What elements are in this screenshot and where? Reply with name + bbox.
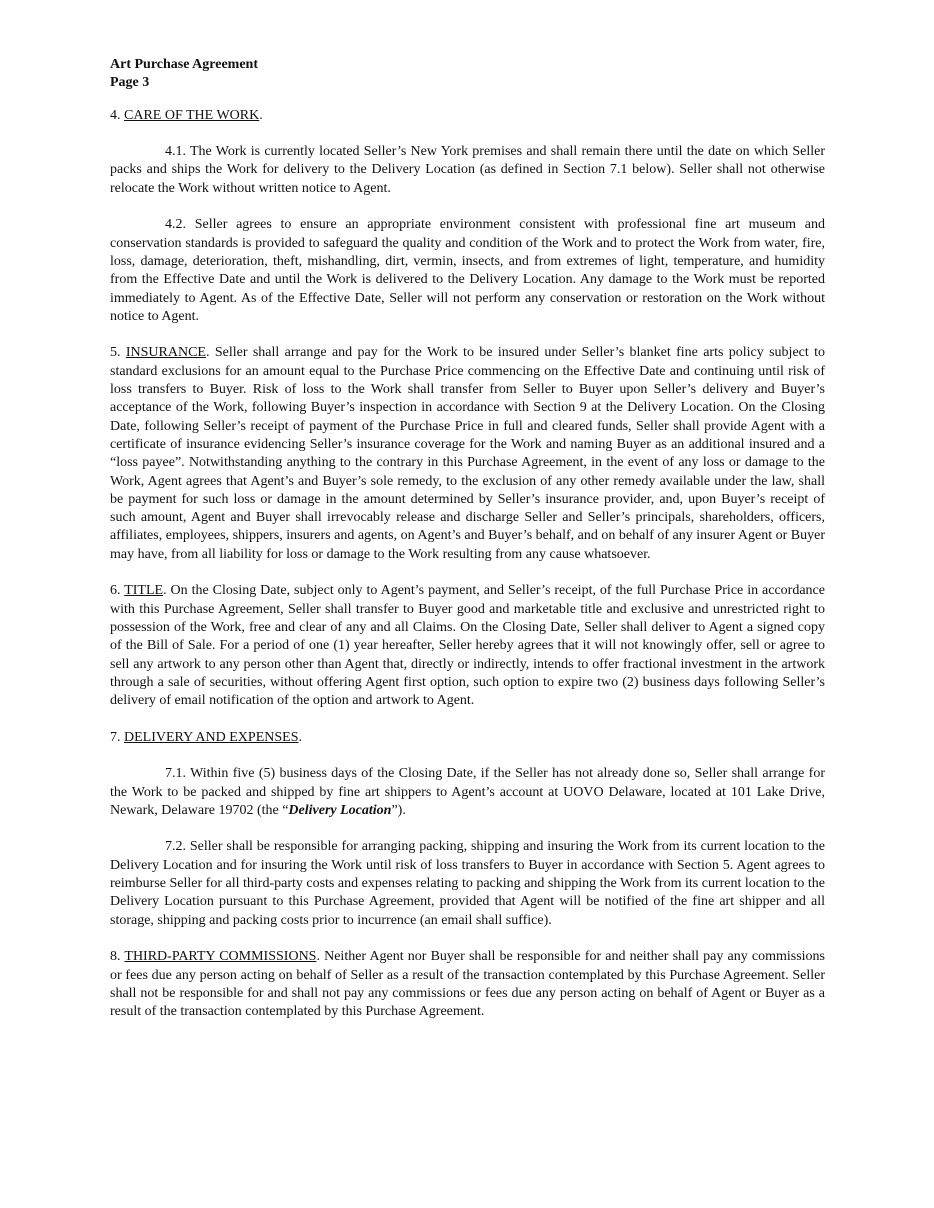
paragraph-4-1: 4.1. The Work is currently located Seller’s New York premises and shall remain there until the date on which Seller packs and ships the Work for delivery to the Delivery Location (as defined in Section 7.1 below). Seller shall not otherwise relocate the Work without written notice to Agent. bbox=[110, 144, 825, 196]
section-4-heading: 4. CARE OF THE WORK. bbox=[110, 107, 263, 123]
section-4-title: CARE OF THE WORK bbox=[124, 107, 260, 123]
section-5-paragraph: 5. INSURANCE. Seller shall arrange and pay for the Work to be insured under Seller’s blanket fine arts policy subject to standard exclusions for an amount equal to the Purchase Price commencing on the Effective Date and continuing until risk of loss transfers to Buyer. Risk of loss to the Work shall transfer from Seller to Buyer upon Seller’s delivery and Buyer’s acceptance of the Work, following Buyer’s inspection in accordance with Section 9 at the Delivery Location. On the Closing Date, following Seller’s receipt of payment of the Purchase Price in full and cleared funds, Seller shall provide Agent with a certificate of insurance evidencing Seller’s insurance coverage for the Work and naming Buyer as an additional insured and a “loss payee”. Notwithstanding anything to the contrary in this Purchase Agreement, in the event of any loss or damage to the Work, Agent agrees that Agent’s and Buyer’s sole remedy, to the exclusion of any other remedy available under the law, shall be payment for such loss or damage in the amount determined by Seller’s insurance provider, and, upon Buyer’s receipt of such amount, Agent and Buyer shall irrevocably release and discharge Seller and Seller’s principals, shareholders, officers, affiliates, employees, shippers, insurers and agents, on Agent’s and Buyer’s behalf, and on behalf of any insurer Agent or Buyer may have, from all liability for loss or damage to the Work resulting from any cause whatsoever. bbox=[110, 345, 825, 562]
section-6-paragraph: 6. TITLE. On the Closing Date, subject only to Agent’s payment, and Seller’s receipt, of the full Purchase Price in accordance with this Purchase Agreement, Seller shall transfer to Buyer good and marketable title and exclusive and unrestricted right to possession of the Work, free and clear of any and all Claims. On the Closing Date, Seller shall deliver to Agent a signed copy of the Bill of Sale. For a period of one (1) year hereafter, Seller hereby agrees that it will not knowingly offer, sell or agree to sell any artwork to any person other than Agent that, directly or indirectly, intends to offer fractional investment in the artwork through a sale of securities, without offering Agent first option, such option to expire two (2) business days following Seller’s delivery of email notification of the option and artwork to Agent. bbox=[110, 583, 825, 709]
paragraph-7-1: 7.1. Within five (5) business days of the Closing Date, if the Seller has not already done so, Seller shall arrange for the Work to be packed and shipped by fine art shippers to Agent’s account at UOVO Delaware, located at 101 Lake Drive, Newark, Delaware 19702 (the “Delivery Location”). bbox=[110, 766, 825, 818]
section-6-title: TITLE bbox=[124, 583, 164, 599]
paragraph-7-2: 7.2. Seller shall be responsible for arranging packing, shipping and insuring the Work from its current location to the Delivery Location and for insuring the Work until risk of loss transfers to Buyer in accordance with Section 5. Agent agrees to reimburse Seller for all third-party costs and expenses relating to packing and shipping the Work from its current location to the Delivery Location pursuant to this Purchase Agreement, provided that Agent will be notified of the fine art shipper and all storage, shipping and packing costs prior to incurrence (an email shall suffice). bbox=[110, 839, 825, 928]
section-5-title: INSURANCE bbox=[125, 345, 206, 361]
section-7-heading: 7. DELIVERY AND EXPENSES. bbox=[110, 729, 302, 745]
section-8-title: THIRD-PARTY COMMISSIONS bbox=[124, 949, 317, 965]
document-page bbox=[110, 56, 825, 1040]
section-7-title: DELIVERY AND EXPENSES bbox=[124, 729, 299, 745]
section-4-number: 4. bbox=[110, 107, 124, 123]
section-8-paragraph: 8. THIRD-PARTY COMMISSIONS. Neither Agent nor Buyer shall be responsible for and neither shall pay any commissions or fees due any person acting on behalf of Seller as a result of the transaction contemplated by this Purchase Agreement. Seller shall not be responsible for and shall not pay any commissions or fees due any person acting on behalf of Agent or Buyer as a result of the transaction contemplated by this Purchase Agreement. bbox=[110, 949, 825, 1020]
paragraph-4-2: 4.2. Seller agrees to ensure an appropriate environment consistent with professional fine art museum and conservation standards is provided to safeguard the quality and condition of the Work and to protect the Work from water, fire, loss, damage, deterioration, theft, mishandling, dirt, vermin, insects, and from extremes of light, temperature, and humidity from the Effective Date and until the Work is delivered to the Delivery Location. Any damage to the Work must be reported immediately to Agent. As of the Effective Date, Seller will not perform any conservation or restoration on the Work without notice to Agent. bbox=[110, 217, 825, 324]
section-7-number: 7. bbox=[110, 729, 124, 745]
document-title: Art Purchase Agreement bbox=[110, 57, 258, 72]
page-number: Page 3 bbox=[110, 75, 150, 91]
defined-term-delivery-location: Delivery Location bbox=[288, 802, 392, 818]
